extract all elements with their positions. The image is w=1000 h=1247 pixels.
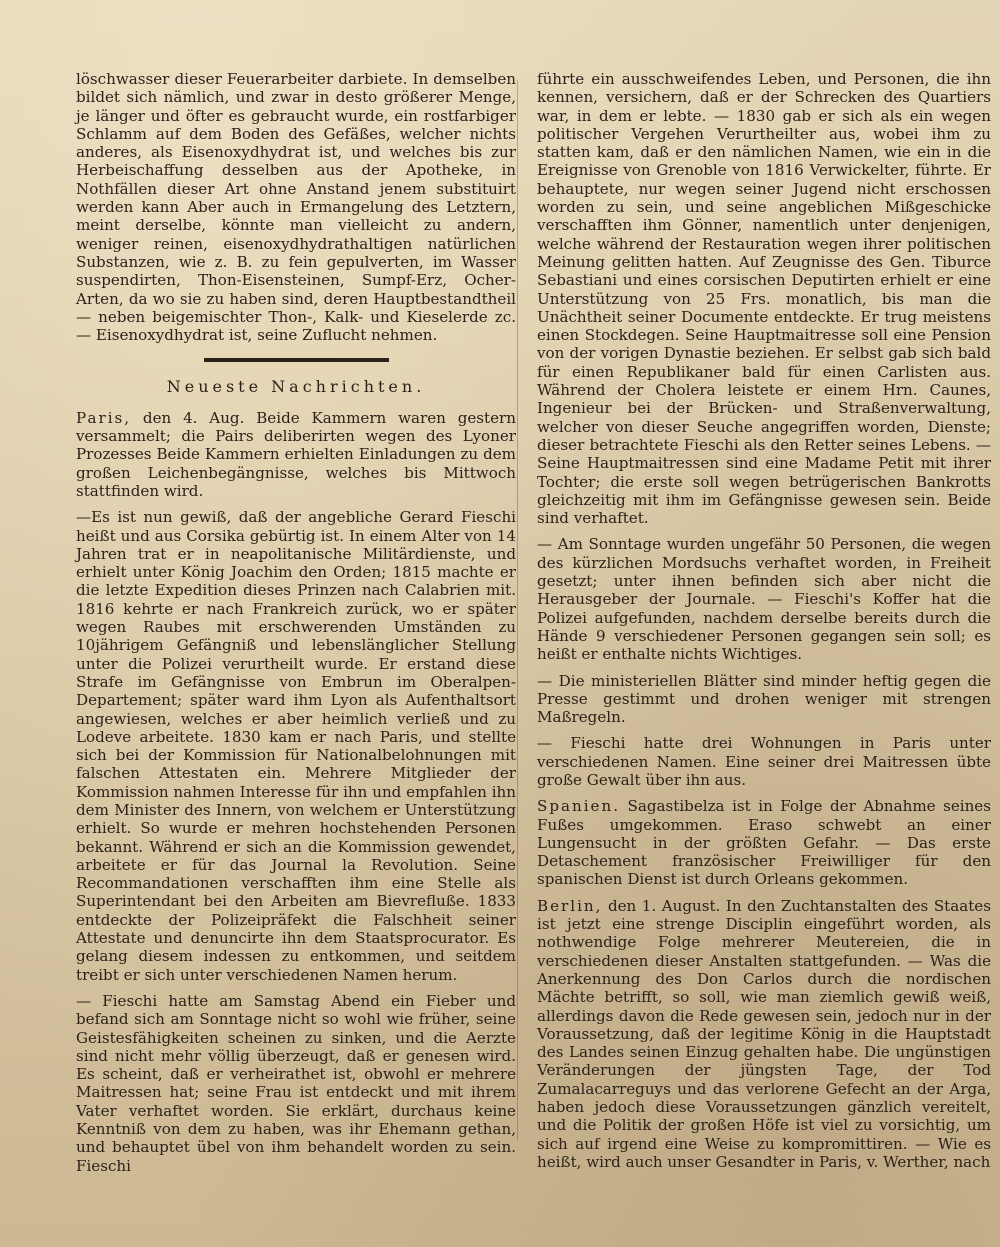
paris-text-1: den 4. Aug. Beide Kammern waren gestern versammelt; die Pairs deliberirten wegen des Lyoner Prozesses Beide Kammern erhielten Einladungen zu dem großen Leichenbegängnisse, welches bis Mittwoch stattfinden wird. bbox=[76, 408, 516, 500]
paris-paragraph-1 bbox=[76, 409, 516, 500]
dateline-berlin: Berlin, bbox=[537, 896, 603, 915]
berlin-text: den 1. August. In den Zuchtanstalten des Staates ist jetzt eine strenge Disciplin eingeführt worden, als nothwendige Folge mehrerer Meutereien, die in verschiedenen dieser Anstalten stattgefunden. — Was die Anerkennung des Don Carlos durch die nordischen Mächte betrifft, so soll, wie man ziemlich gewiß weiß, allerdings davon die Rede gewesen sein, jedoch nur in der Voraussetzung, daß der legitime König in die Hauptstadt des Landes seinen Einzug gehalten habe. Die ungünstigen Veränderungen der jüngsten Tage, der Tod Zumalacarreguys und das verlorene Gefecht an der Arga, haben jedoch diese Voraussetzungen gänzlich vereitelt, und die Politik der großen Höfe ist viel zu vorsichtig, um sich auf irgend eine Weise zu kompromittiren. — Wie es heißt, wird auch unser Gesandter in Paris, v. Werther, nach bbox=[537, 896, 991, 1171]
intro-paragraph: löschwasser dieser Feuerarbeiter darbiete. In demselben bildet sich nämlich, und zwar in desto größerer Menge, je länger und öfter es gebraucht wurde, ein rostfarbiger Schlamm auf dem Boden des Gefäßes, welcher nichts anderes, als Eisenoxydhydrat ist, und welches bis zur Herbeischaffung desselben aus der Apotheke, in Nothfällen dieser Art ohne Anstand jenem substituirt werden kann Aber auch in Ermangelung des Letztern, meint derselbe, könnte man vielleicht zu andern, weniger reinen, eisenoxydhydrathaltigen natürlichen Substanzen, wie z. B. zu fein gepulverten, im Wasser suspendirten, Thon-Eisensteinen, Sumpf-Erz, Ocher-Arten, da wo sie zu haben sind, deren Hauptbestandtheil — neben beigemischter Thon-, Kalk- und Kieselerde zc. — Eisenoxydhydrat ist, seine Zuflucht nehmen. bbox=[76, 70, 516, 345]
berlin-paragraph bbox=[537, 897, 991, 1171]
left-column bbox=[76, 70, 516, 1183]
right-column bbox=[537, 70, 991, 1179]
section-rule bbox=[204, 358, 389, 362]
right-paragraph-4: — Fieschi hatte drei Wohnungen in Paris unter verschiedenen Namen. Eine seiner drei Maitressen übte große Gewalt über ihn aus. bbox=[537, 734, 991, 789]
spanien-text: Sagastibelza ist in Folge der Abnahme seines Fußes umgekommen. Eraso schwebt an einer Lungensucht in der größten Gefahr. — Das erste Detaschement französischer Freiwilliger für den spanischen Dienst ist durch Orleans gekommen. bbox=[537, 797, 991, 889]
section-heading: Neueste Nachrichten. bbox=[166, 377, 426, 397]
column-divider bbox=[517, 80, 518, 1140]
dateline-spanien: Spanien. bbox=[537, 797, 621, 816]
paris-paragraph-3: — Fieschi hatte am Samstag Abend ein Fieber und befand sich am Sonntage nicht so wohl wie früher, seine Geistesfähigkeiten scheinen zu sinken, und die Aerzte sind nicht mehr völlig überzeugt, daß er genesen wird. Es scheint, daß er verheirathet ist, obwohl er mehrere Maitressen hat; seine Frau ist entdeckt und mit ihrem Vater verhaftet worden. Sie erklärt, durchaus keine Kenntniß von dem zu haben, was ihr Ehemann gethan, und behauptet übel von ihm behandelt worden zu sein. Fieschi bbox=[76, 991, 516, 1175]
right-paragraph-1: führte ein ausschweifendes Leben, und Personen, die ihn kennen, versichern, daß er der Schrecken des Quartiers war, in dem er lebte. — 1830 gab er sich als ein wegen politischer Vergehen Verurtheilter aus, wobei ihm zu statten kam, daß er den nämlichen Namen, wie ein in die Ereignisse von Grenoble von 1816 Verwickelter, führte. Er behauptete, nur wegen seiner Jugend nicht erschossen worden zu sein, und seine angeblichen Mißgeschicke verschafften ihm Gönner, namentlich unter denjenigen, welche während der Restauration wegen ihrer politischen Meinung gelitten hatten. Auf Zeugnisse des Gen. Tiburce Sebastiani und eines corsischen Deputirten erhielt er eine Unterstützung von 25 Frs. monatlich, bis man die Unächtheit seiner Documente entdeckte. Er trug meistens einen Stockdegen. Seine Hauptmaitresse soll eine Pension von der vorigen Dynastie beziehen. Er selbst gab sich bald für einen Republikaner bald für einen Carlisten aus. Während der Cholera leistete er einem Hrn. Caunes, Ingenieur bei der Brücken- und Straßenverwaltung, welcher von dieser Seuche angegriffen worden, Dienste; dieser betrachtete Fieschi als den Retter seines Lebens. — Seine Hauptmaitressen sind eine Madame Petit mit ihrer Tochter; die erste soll wegen betrügerischen Bankrotts gleichzeitig mit ihm im Gefängnisse gewesen sein. Beide sind verhaftet. bbox=[537, 70, 991, 528]
right-paragraph-2: — Am Sonntage wurden ungefähr 50 Personen, die wegen des kürzlichen Mordsuchs verhaftet worden, in Freiheit gesetzt; unter ihnen befinden sich aber nicht die Herausgeber der Journale. — Fieschi's Koffer hat die Polizei aufgefunden, nachdem derselbe bereits durch die Hände 9 verschiedener Personen gegangen sein soll; es heißt er enthalte nichts Wichtiges. bbox=[537, 535, 991, 664]
paris-paragraph-2: —Es ist nun gewiß, daß der angebliche Gerard Fieschi heißt und aus Corsika gebürtig ist. In einem Alter von 14 Jahren trat er in neapolitanische Militärdienste, und erhielt unter König Joachim den Orden; 1815 machte er die letzte Expedition dieses Prinzen nach Calabrien mit. 1816 kehrte er nach Frankreich zurück, wo er später wegen Raubes mit erschwerenden Umständen zu 10jährigem Gefängniß und lebenslänglicher Stellung unter die Polizei verurtheilt wurde. Er erstand diese Strafe im Gefängnisse von Embrun im Oberalpen-Departement; später ward ihm Lyon als Aufenthaltsort angewiesen, welches er aber heimlich verließ und zu Lodeve arbeitete. 1830 kam er nach Paris, und stellte sich bei der Kommission für Nationalbelohnungen mit falschen Attestaten ein. Mehrere Mitglieder der Kommission nahmen Interesse für ihn und empfahlen ihn dem Minister des Innern, von welchem er Unterstützung erhielt. So wurde er mehren hochstehenden Personen bekannt. Während er sich an die Kommission gewendet, arbeitete er für das Journal la Revolution. Seine Recommandationen verschafften ihm eine Stelle als Superintendant bei den Arbeiten am Bievrefluße. 1833 entdeckte der Polizeipräfekt die Falschheit seiner Attestate und denuncirte ihn dem Staatsprocurator. Es gelang diesem indessen zu entkommen, und seitdem treibt er sich unter verschiedenen Namen herum. bbox=[76, 508, 516, 984]
spanien-paragraph bbox=[537, 797, 991, 888]
right-paragraph-3: — Die ministeriellen Blätter sind minder heftig gegen die Presse gestimmt und drohen weniger mit strengen Maßregeln. bbox=[537, 671, 991, 727]
dateline-paris: Paris, bbox=[76, 408, 132, 427]
